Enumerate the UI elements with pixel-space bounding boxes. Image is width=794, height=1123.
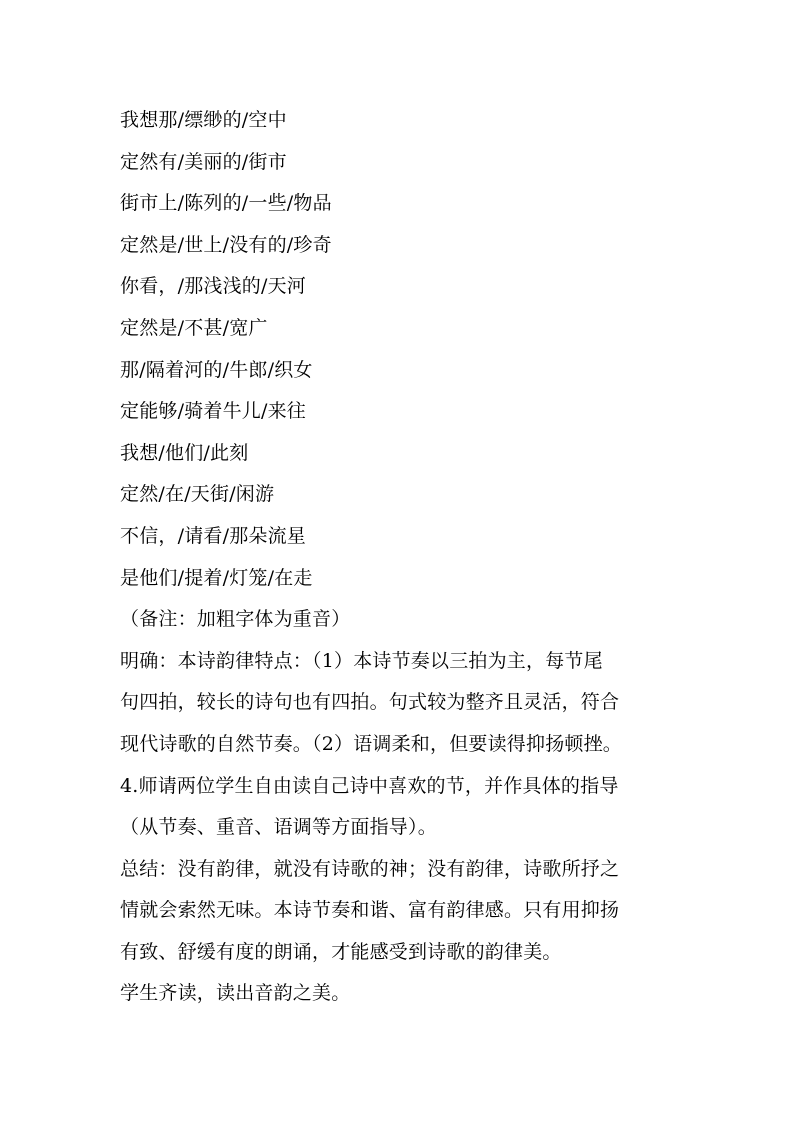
poem-line: 那/隔着河的/牛郎/织女 bbox=[120, 358, 313, 381]
poem-line: 是他们/提着/灯笼/在走 bbox=[120, 566, 313, 589]
summary-line: 有致、舒缓有度的朗诵，才能感受到诗歌的韵律美。 bbox=[120, 940, 562, 963]
document-body bbox=[120, 100, 680, 1015]
summary-line: 情就会索然无味。本诗节奏和谐、富有韵律感。只有用抑扬 bbox=[120, 899, 620, 922]
poem-line: 你看，/那浅浅的/天河 bbox=[120, 275, 307, 298]
step4-line: （从节奏、重音、语调等方面指导）。 bbox=[120, 816, 437, 839]
poem-line: 定然有/美丽的/街市 bbox=[120, 150, 287, 173]
poem-line: 街市上/陈列的/一些/物品 bbox=[120, 192, 332, 215]
poem-line: 我想那/缥缈的/空中 bbox=[120, 109, 287, 131]
poem-line: 不信，/请看/那朵流星 bbox=[120, 524, 307, 547]
clarify-line: 现代诗歌的自然节奏。（2）语调柔和，但要读得抑扬顿挫。 bbox=[120, 732, 622, 755]
final-line: 学生齐读，读出音韵之美。 bbox=[120, 982, 351, 1005]
summary-line: 总结：没有韵律，就没有诗歌的神；没有韵律，诗歌所抒之 bbox=[120, 857, 620, 880]
clarify-line: 句四拍，较长的诗句也有四拍。句式较为整齐且灵活，符合 bbox=[120, 691, 620, 714]
clarify-line: 明确：本诗韵律特点：（1）本诗节奏以三拍为主，每节尾 bbox=[120, 649, 603, 672]
note-line: （备注：加粗字体为重音） bbox=[120, 608, 351, 631]
poem-line: 定然是/世上/没有的/珍奇 bbox=[120, 233, 332, 256]
poem-line: 我想/他们/此刻 bbox=[120, 441, 249, 464]
poem-line: 定然是/不甚/宽广 bbox=[120, 316, 268, 339]
poem-line: 定能够/骑着牛儿/来往 bbox=[120, 400, 307, 423]
step4-line: 4.师请两位学生自由读自己诗中喜欢的节，并作具体的指导 bbox=[120, 774, 619, 797]
poem-line: 定然/在/天街/闲游 bbox=[120, 483, 275, 506]
